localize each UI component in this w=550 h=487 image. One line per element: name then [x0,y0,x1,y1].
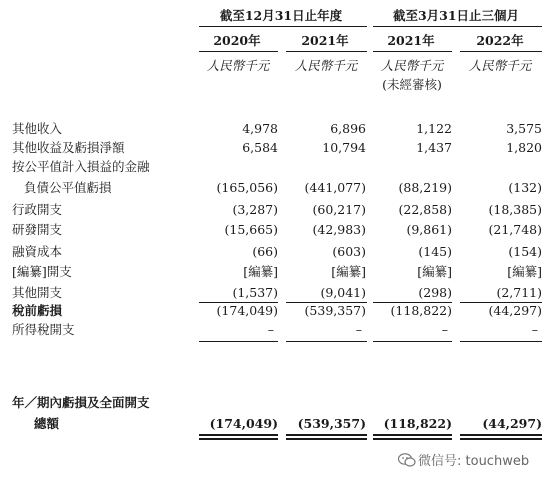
row-cell: (1,537) [232,285,278,300]
row-cell: (2,711) [496,285,542,300]
year-header-col1: 2020年 [213,33,261,48]
row-cell: 1,122 [416,121,452,136]
total-label-line1: 年／期內虧損及全面開支 [12,395,150,410]
row-cell: (60,217) [312,202,366,217]
row-label: 研發開支 [12,222,63,237]
row-cell: (165,056) [216,180,278,195]
row-cell: 10,794 [322,140,366,155]
row-cell: 3,575 [506,121,542,136]
unit-col1: 人民幣千元 [206,58,270,73]
total-label-line2: 總額 [34,416,60,431]
year-rule-col3 [373,51,452,52]
row-cell: (18,385) [488,202,542,217]
total-dbl-rule-a-col2 [286,434,367,436]
group-header-year-rule [199,26,367,27]
loss-before-tax-label: 稅前虧損 [12,303,63,318]
tax-rule-col4 [460,341,542,342]
row-cell: [編纂] [507,264,542,279]
wechat-icon [398,453,414,467]
row-label: 其他收入 [12,121,63,136]
row-cell: (66) [252,244,278,259]
row-label: 其他收益及虧損淨額 [12,140,125,155]
row-cell: (154) [508,244,542,259]
loss-before-tax-col3: (118,822) [390,303,452,318]
unit-col4: 人民幣千元 [468,58,532,73]
row-cell: (298) [418,285,452,300]
total-dbl-rule-a-col3 [373,434,452,436]
row-cell: 4,978 [242,121,278,136]
row-cell: 6,584 [242,140,278,155]
income-tax-col2: – [355,322,362,337]
watermark-text: 微信号: touchweb [418,454,530,469]
row-label: 融資成本 [12,244,63,259]
row-cell: (21,748) [488,222,542,237]
total-dbl-rule-b-col2 [286,438,367,440]
unit-col2: 人民幣千元 [294,58,358,73]
row-label: 其他開支 [12,285,63,300]
row-cell: 1,820 [506,140,542,155]
group-header-quarter-rule [373,26,542,27]
year-rule-col4 [460,51,542,52]
row-cell: [編纂] [243,264,278,279]
row-cell: (9,861) [406,222,452,237]
row-cell: (3,287) [232,202,278,217]
row-cell: (603) [332,244,366,259]
total-dbl-rule-a-col4 [460,434,542,436]
total-col4: (44,297) [482,416,542,431]
income-tax-label: 所得稅開支 [12,322,75,337]
total-col1: (174,049) [209,416,278,431]
row-cell: (88,219) [398,180,452,195]
unaudited-note: (未經審核) [382,77,442,92]
income-tax-col3: – [441,322,448,337]
row-cell: (145) [418,244,452,259]
row-cell: [編纂] [331,264,366,279]
row-cell: [編纂] [417,264,452,279]
loss-before-tax-col1: (174,049) [216,303,278,318]
year-header-col4: 2022年 [476,33,524,48]
row-cell: (42,983) [312,222,366,237]
year-header-col2: 2021年 [301,33,349,48]
row-cell: 6,896 [330,121,366,136]
row-label: [編纂]開支 [12,264,72,279]
tax-rule-col3 [373,341,452,342]
income-tax-col1: – [267,322,274,337]
row-cell: (441,077) [304,180,366,195]
total-dbl-rule-b-col3 [373,438,452,440]
total-dbl-rule-b-col4 [460,438,542,440]
row-cell: (9,041) [320,285,366,300]
tax-rule-col1 [199,341,278,342]
row-cell: (22,858) [398,202,452,217]
income-tax-col4: – [531,322,538,337]
row-cell: 1,437 [416,140,452,155]
year-rule-col1 [199,51,278,52]
row-cell: (15,665) [224,222,278,237]
row-label: 行政開支 [12,202,63,217]
row-cell: (132) [508,180,542,195]
loss-before-tax-col4: (44,297) [488,303,542,318]
loss-before-tax-col2: (539,357) [304,303,366,318]
group-header-quarter: 截至3月31日止三個月 [392,8,520,23]
year-rule-col2 [286,51,367,52]
total-dbl-rule-a-col1 [199,434,278,436]
tax-rule-col2 [286,341,367,342]
row-label: 負債公平值虧損 [24,180,112,195]
unit-col3: 人民幣千元 [380,58,444,73]
watermark [398,450,529,469]
year-header-col3: 2021年 [387,33,435,48]
total-dbl-rule-b-col1 [199,438,278,440]
group-header-year: 截至12月31日止年度 [219,8,343,23]
row-label: 按公平值計入損益的金融 [12,159,150,174]
total-col3: (118,822) [383,416,452,431]
total-col2: (539,357) [297,416,366,431]
